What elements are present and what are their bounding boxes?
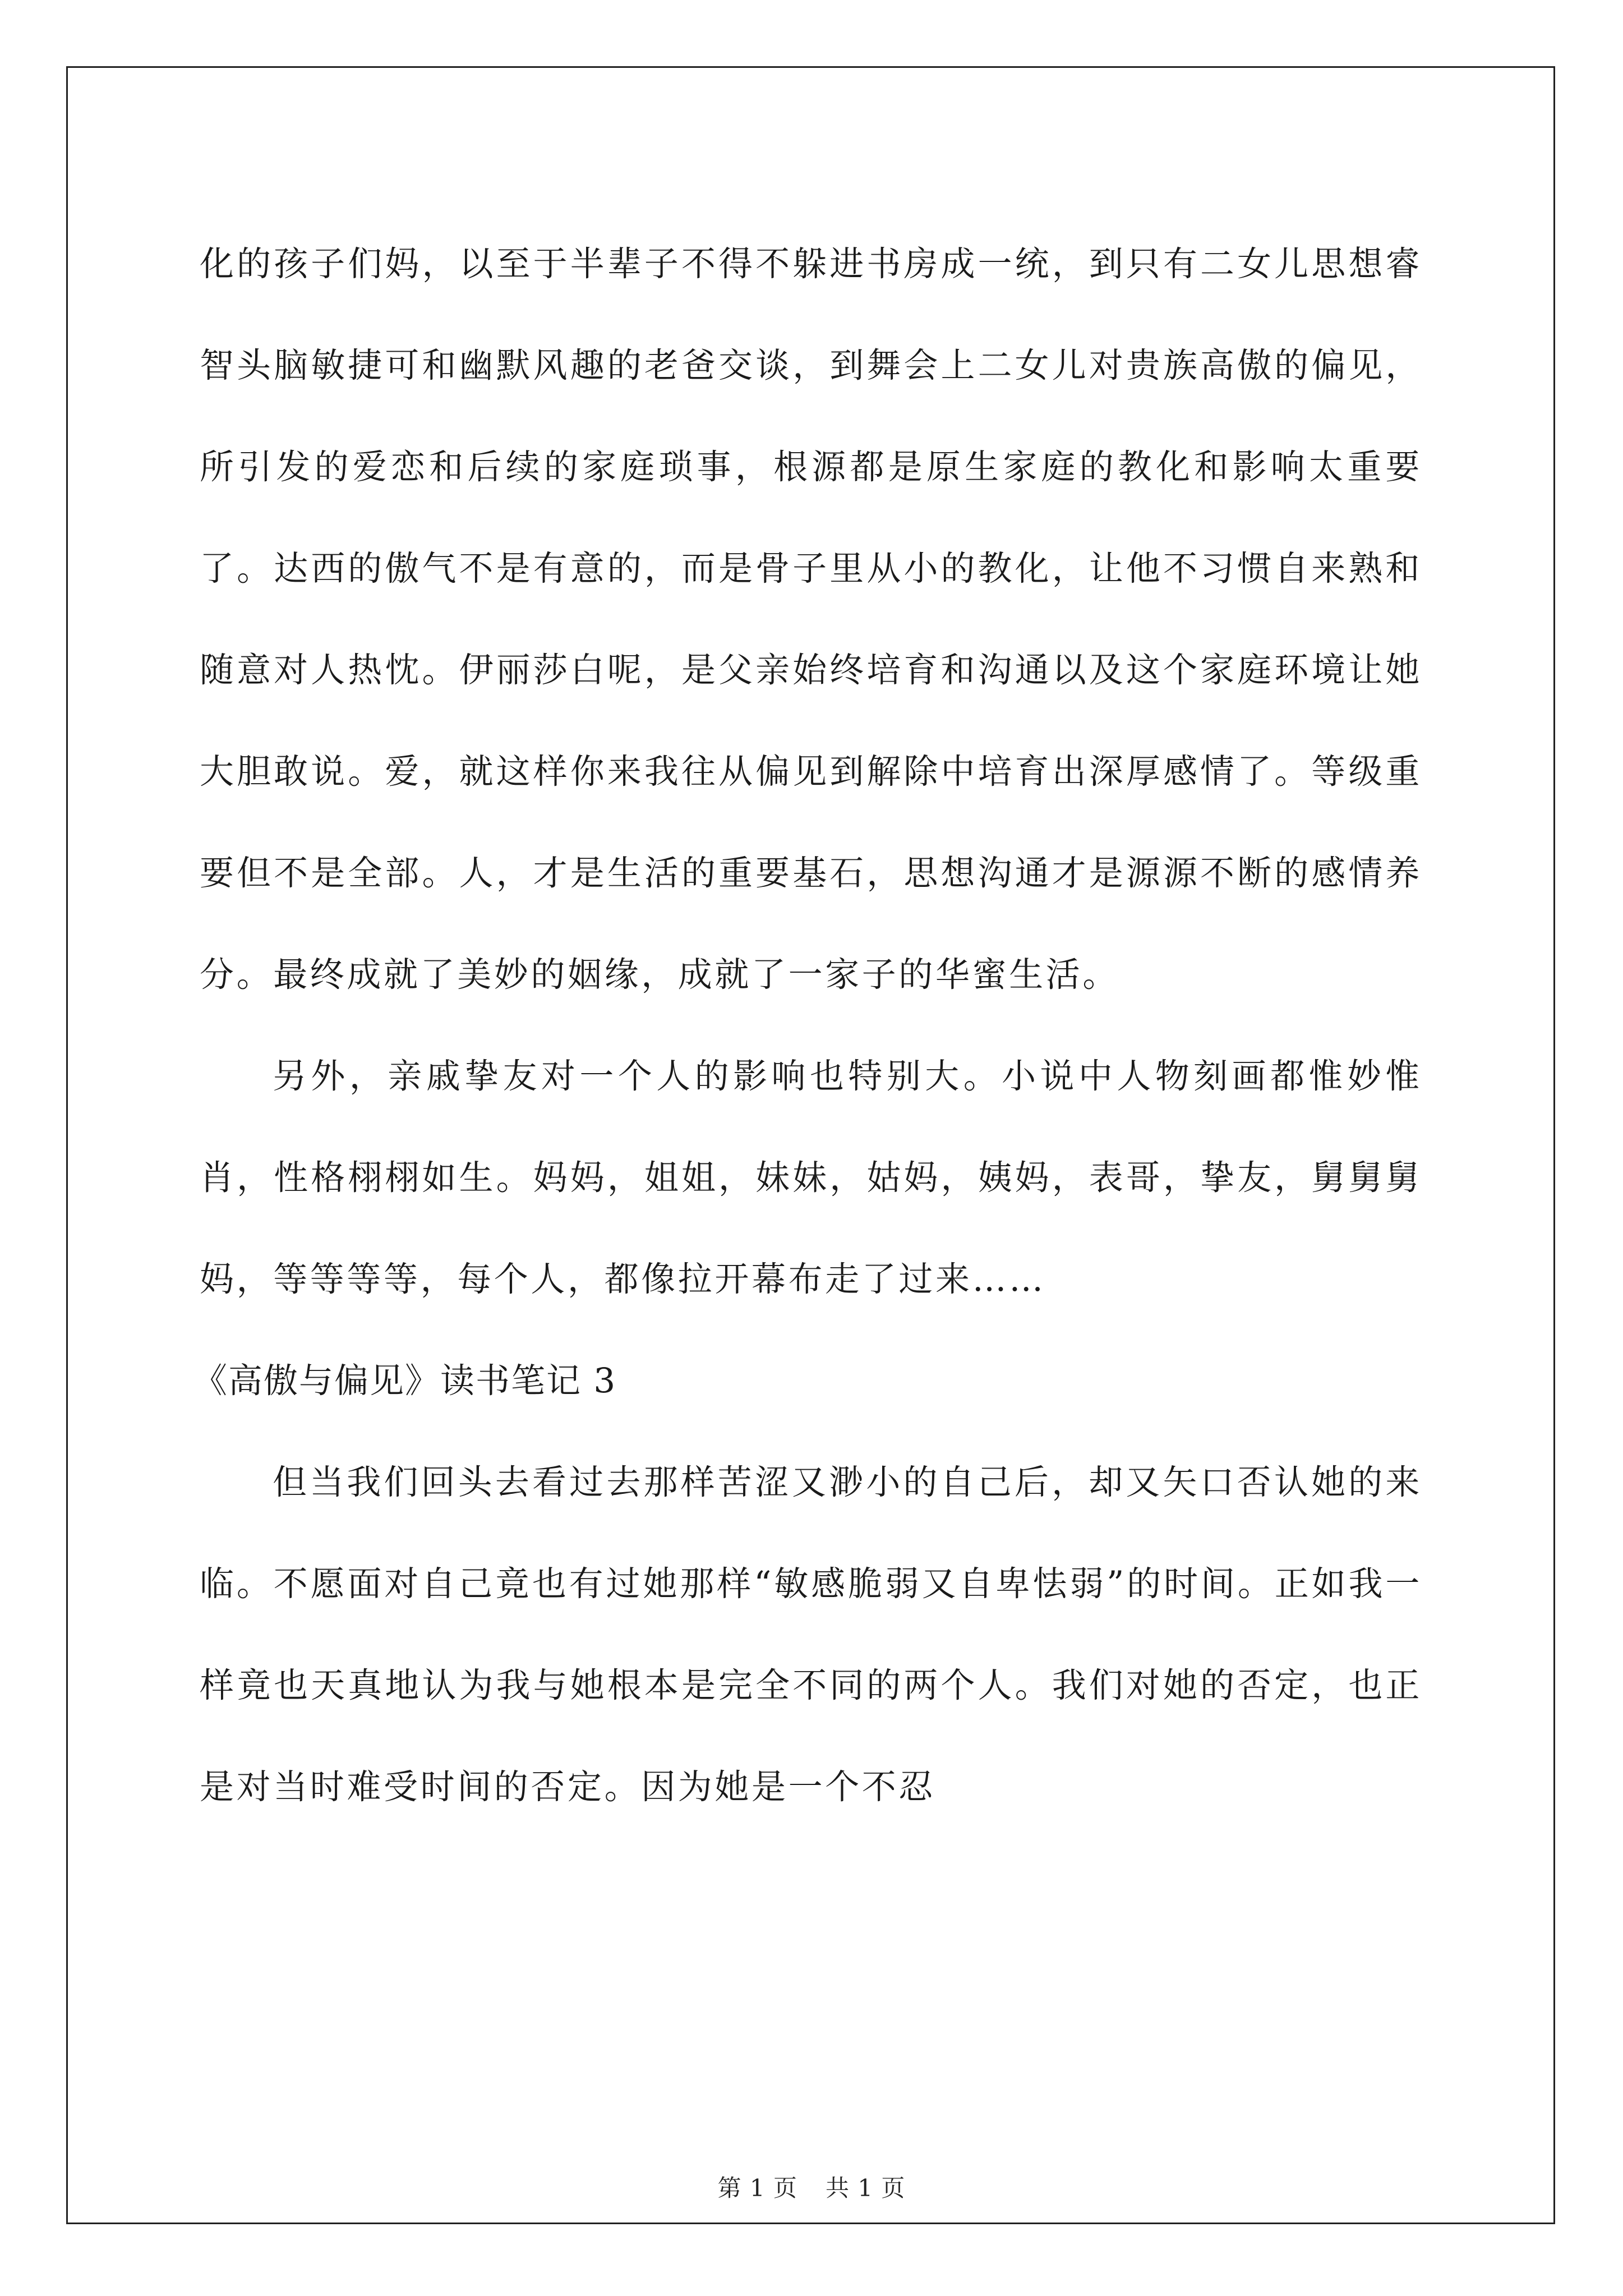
page-footer xyxy=(0,2170,1623,2203)
document-body xyxy=(193,213,1422,1838)
paragraph-relatives: 另外，亲戚挚友对一个人的影响也特别大。小说中人物刻画都惟妙惟肖，性格栩栩如生。妈妈，姐姐，妹妹，姑妈，姨妈，表哥，挚友，舅舅舅妈，等等等等，每个人，都像拉开幕布走了过来…… xyxy=(200,1056,1422,1299)
page-total: 共 1 页 xyxy=(826,2174,906,2202)
paragraph-continuation: 化的孩子们妈，以至于半辈子不得不躲进书房成一统，到只有二女儿思想睿智头脑敏捷可和幽默风趣的老爸交谈，到舞会上二女儿对贵族高傲的偏见，所引发的爱恋和后续的家庭琐事，根源都是原生家庭的教化和影响太重要了。达西的傲气不是有意的，而是骨子里从小的教化，让他不习惯自来熟和随意对人热忱。伊丽莎白呢，是父亲始终培育和沟通以及这个家庭环境让她大胆敢说。爱，就这样你来我往从偏见到解除中培育出深厚感情了。等级重要但不是全部。人，才是生活的重要基石，思想沟通才是源源不断的感情养分。最终成就了美妙的姻缘，成就了一家子的华蜜生活。 xyxy=(200,244,1422,995)
paragraph-reflection: 但当我们回头去看过去那样苦涩又渺小的自己后，却又矢口否认她的来临。不愿面对自己竟也有过她那样“敏感脆弱又自卑怯弱”的时间。正如我一样竟也天真地认为我与她根本是完全不同的两个人。我们对她的否定，也正是对当时难受时间的否定。因为她是一个不忍 xyxy=(200,1462,1422,1807)
section-heading: 《高傲与偏见》读书笔记 3 xyxy=(193,1361,617,1401)
page-number: 第 1 页 xyxy=(717,2174,797,2202)
